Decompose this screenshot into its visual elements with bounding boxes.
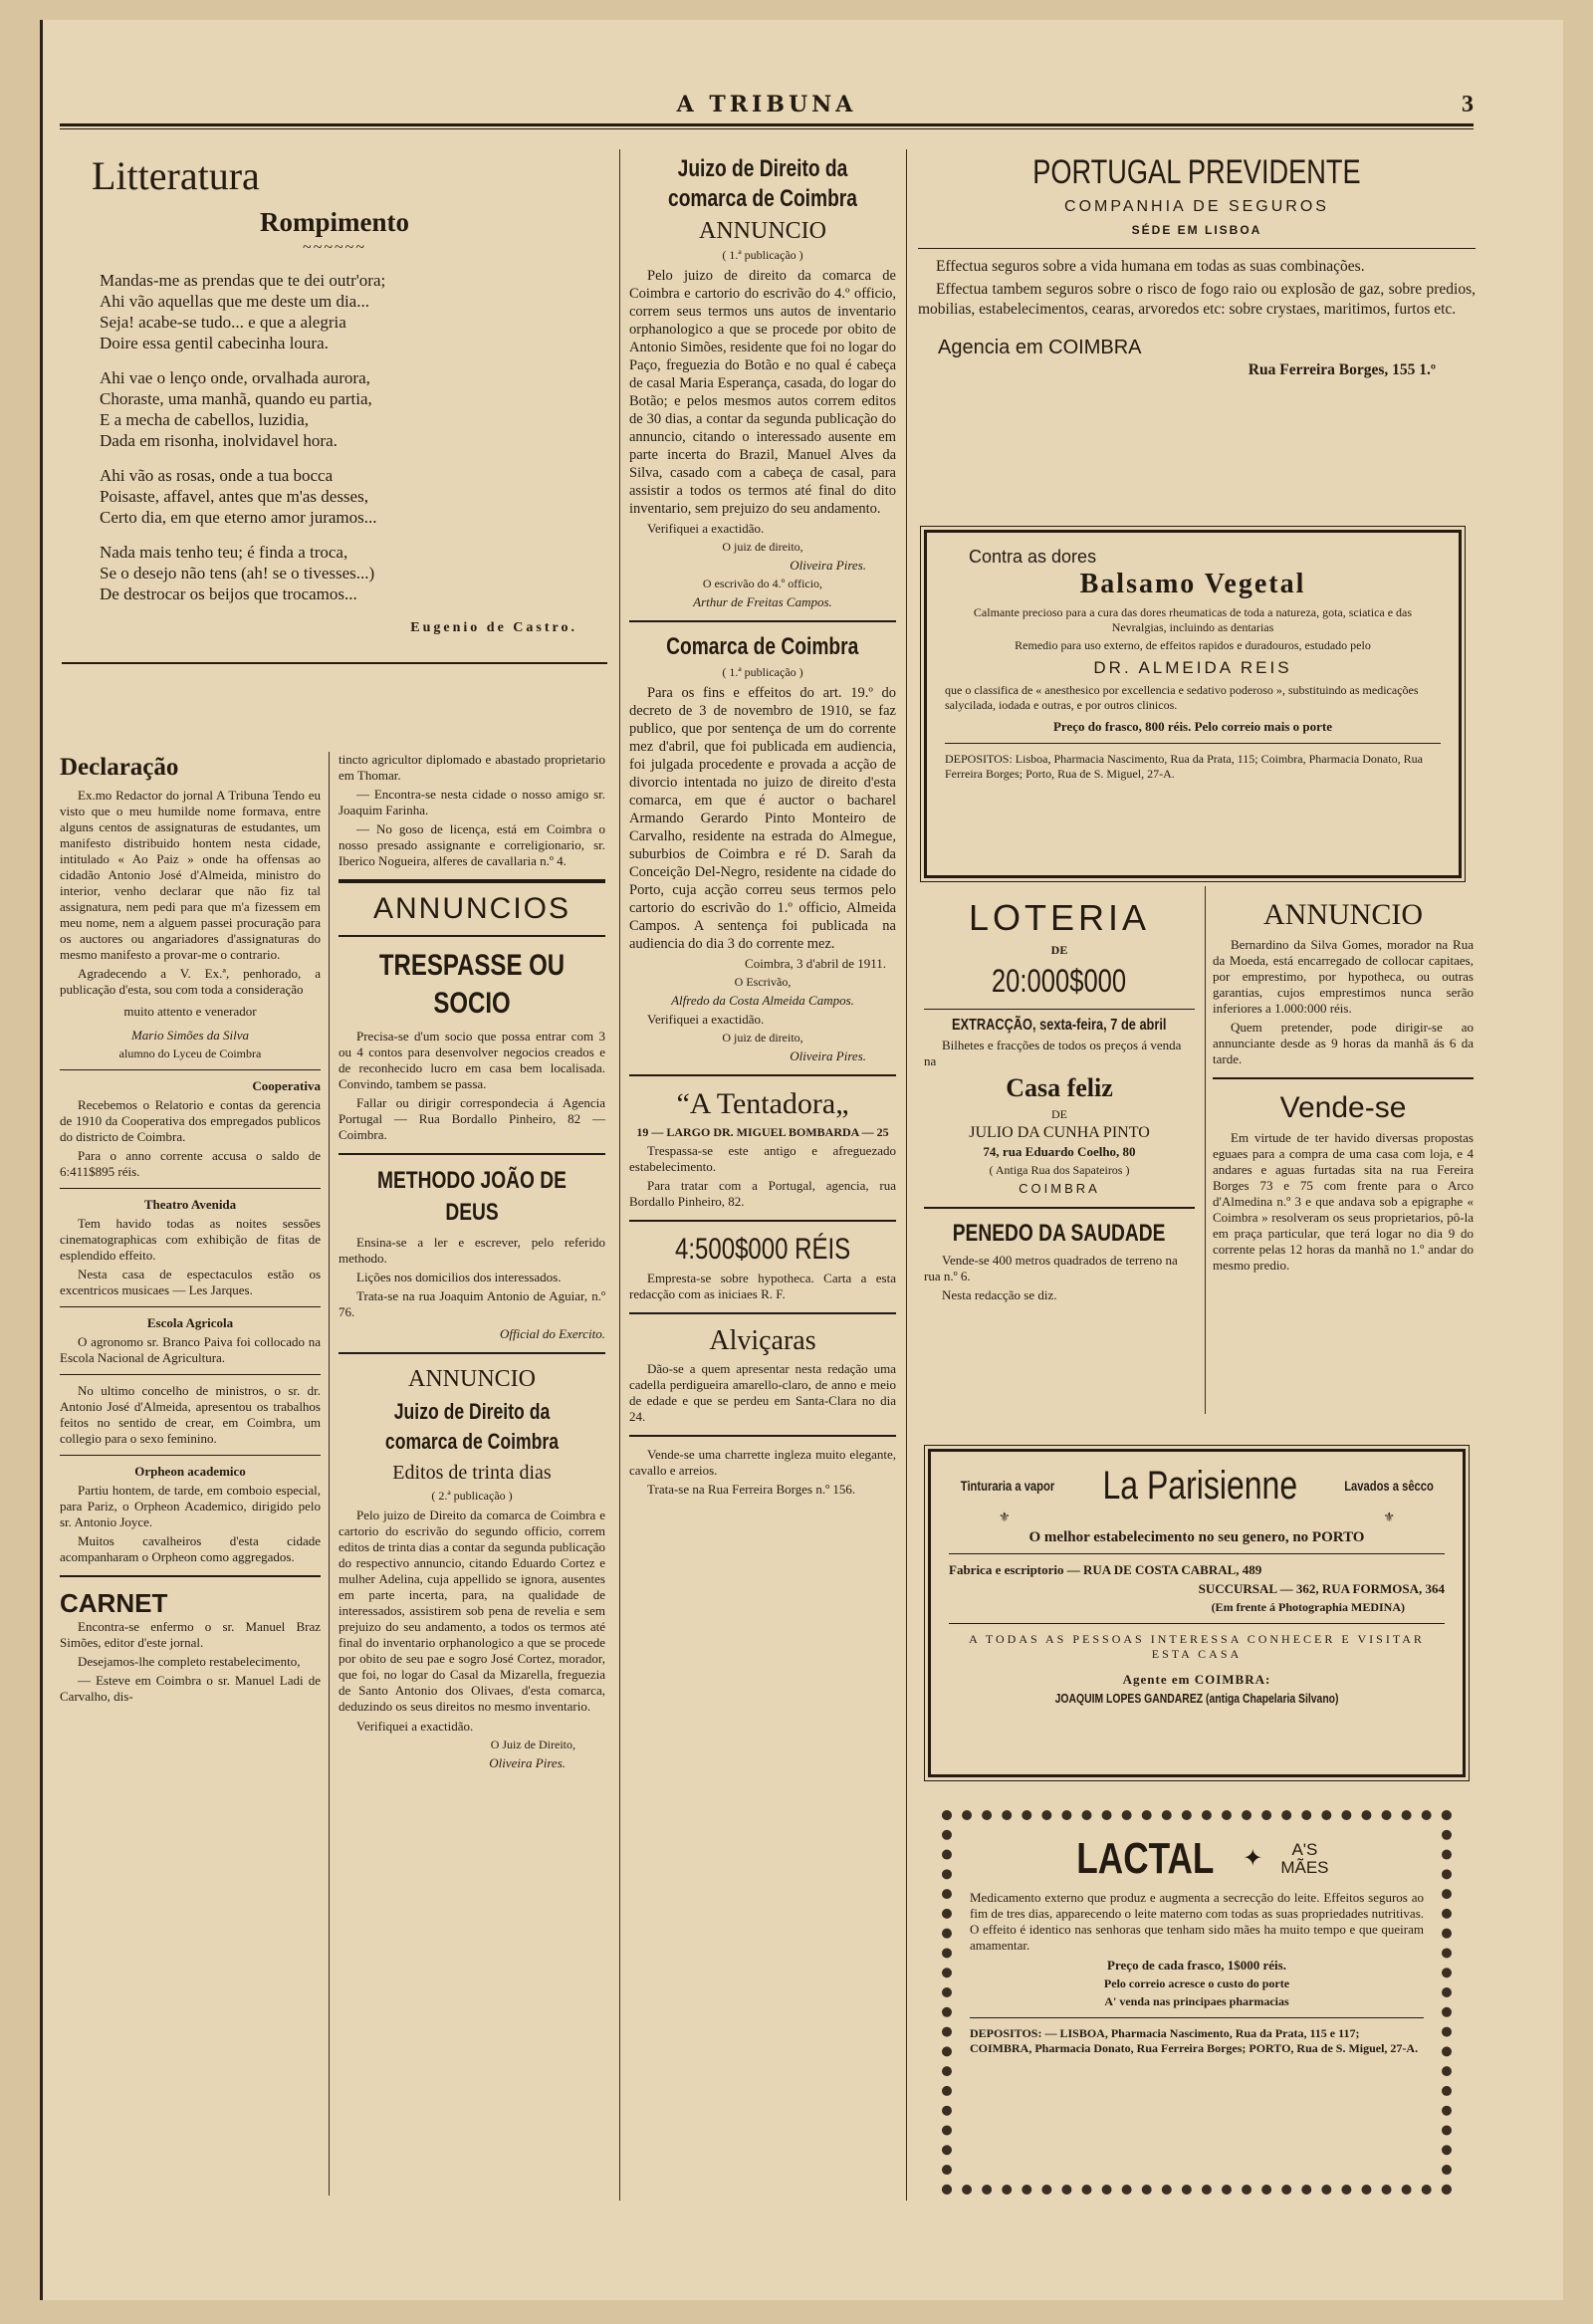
previdente-sede: SÉDE EM LISBOA <box>1131 223 1262 237</box>
juizo-pub: ( 1.ª publicação ) <box>722 248 803 262</box>
gomes-body: Bernardino da Silva Gomes, morador na Rua da Moeda, está encarregado de collocar capitaes, por emprestimo, por hypotheca, ou outras garantias, cujos emprestimos nunca serão inferiores a 1.000:000 réis. <box>1213 937 1474 1016</box>
loteria-draw: EXTRACÇÃO, sexta-feira, 7 de abril <box>952 1017 1167 1034</box>
carnet-title: CARNET <box>60 1588 168 1618</box>
comarca-clerk-title: O Escrivão, <box>734 975 792 989</box>
theatro-body: Nesta casa de espectaculos estão os excentricos musicaes — Les Jarques. <box>60 1267 321 1297</box>
column-rule <box>619 149 620 2201</box>
cooperativa-body: Para o anno corrente accusa o saldo de 6:411$895 réis. <box>60 1148 321 1179</box>
balsamo-price: Preço do frasco, 800 réis. Pelo correio mais o porte <box>1052 719 1332 734</box>
cooperativa-title: Cooperativa <box>252 1078 321 1093</box>
previdente-subtitle: COMPANHIA DE SEGUROS <box>1064 198 1329 215</box>
fleur-icon: ⚜ <box>999 1510 1011 1524</box>
section-title: Litteratura <box>92 153 260 198</box>
divider <box>339 1352 605 1354</box>
escola-title: Escola Agricola <box>146 1315 234 1330</box>
metodo-body: Trata-se na rua Joaquim Antonio de Aguiar, n.º 76. <box>339 1288 605 1319</box>
annuncio-verify: Verifiquei a exactidão. <box>356 1719 474 1734</box>
comarca-verify: Verifiquei a exactidão. <box>647 1012 765 1027</box>
divider <box>629 1220 896 1222</box>
verse: Ahi vão aquellas que me deste um dia... <box>100 292 369 311</box>
declaracao-body: Ex.mo Redactor do jornal A Tribuna Tendo eu visto que o meu humilde nome formava, entre alguns centos de assignaturas de estudantes, um manifesto distribuido hontem nesta cidade, intitulado « Ao Paiz » onde ha offensas ao cidadão Antonio José d'Almeida, ministro do interior, venho declarar que não fiz tal assignatura, nem pedi para que m'a fizessem em meu nome, nem a alguem passei procuração para os auctores ou angariadores d'assignaturas do mesmo manifesto a provar-me o contrario. <box>60 788 321 962</box>
balsamo-ad <box>924 530 1462 878</box>
verse: Doire essa gentil cabecinha loura. <box>100 334 329 352</box>
newspaper-title: A TRIBUNA <box>676 92 857 117</box>
balsamo-body: Calmante precioso para a cura das dores rheumaticas de toda a natureza, gota, sciatica e das Nevralgias, incluindo as dentarias <box>973 605 1413 634</box>
balsamo-body: Remedio para uso externo, de effeitos rapidos e duradouros, estudado pelo <box>1015 638 1371 652</box>
parisienne-branch: SUCCURSAL — 362, RUA FORMOSA, 364 <box>1198 1581 1445 1596</box>
carnet-body: — Esteve em Coimbra o sr. Manuel Ladi de Carvalho, dis- <box>60 1673 321 1704</box>
masthead <box>60 92 1474 116</box>
lactal-price: Preço de cada frasco, 1$000 réis. <box>1107 1958 1286 1973</box>
divider <box>60 1069 321 1070</box>
balsamo-intro: Contra as dores <box>969 547 1097 567</box>
divider <box>924 1009 1195 1010</box>
verse: Choraste, uma manhã, quando eu partia, <box>100 389 372 408</box>
poem <box>62 270 607 604</box>
parisienne-branch-note: (Em frente á Photographia MEDINA) <box>1211 1600 1405 1614</box>
loteria-owner: JULIO DA CUNHA PINTO <box>969 1124 1150 1141</box>
stanza <box>100 367 607 451</box>
annuncio-gomes-ad <box>1213 896 1474 1277</box>
lactal-ad <box>942 1810 1452 2195</box>
annuncios-title: ANNUNCIOS <box>372 892 570 925</box>
carnet-body: Encontra-se enfermo o sr. Manuel Braz Simões, editor d'este jornal. <box>60 1619 321 1650</box>
verse: Nada mais tenho teu; é finda a troca, <box>100 543 348 562</box>
divider <box>60 1188 321 1189</box>
loteria-shop: Casa feliz <box>1006 1073 1113 1102</box>
verse: Poisaste, affavel, antes que m'as desses, <box>100 487 368 506</box>
theatro-title: Theatro Avenida <box>143 1197 237 1212</box>
loteria-body: Bilhetes e fracções de todos os preços á venda na <box>924 1038 1182 1068</box>
lactal-depositos: DEPOSITOS: — LISBOA, Pharmacia Nascimento, Rua da Prata, 115 e 117; COIMBRA, Pharmacia Donato, Rua Ferreira Borges; PORTO, Rua de S. Miguel, 27-A. <box>970 2026 1419 2055</box>
comarca-clerk: Alfredo da Costa Almeida Campos. <box>671 993 854 1008</box>
verse: Seja! acabe-se tudo... e que a alegria <box>100 313 346 332</box>
loteria-title: LOTERIA <box>968 897 1151 938</box>
stanza <box>100 542 607 604</box>
divider <box>62 662 607 664</box>
metodo-body: Ensina-se a ler e escrever, pelo referido methodo. <box>339 1235 605 1266</box>
theatro-body: Tem havido todas as noites sessões cinematographicas com exhibição de fitas de esplendido effeito. <box>60 1216 321 1263</box>
annuncio-judge-title: O Juiz de Direito, <box>490 1738 575 1751</box>
juizo-title: Juizo de Direito da comarca de Coimbra <box>668 155 857 212</box>
poem-author: Eugenio de Castro. <box>410 620 577 635</box>
loteria-address2: ( Antiga Rua dos Sapateiros ) <box>989 1163 1130 1177</box>
divider <box>339 1153 605 1155</box>
orpheon-title: Orpheon academico <box>134 1464 246 1479</box>
carnet-body: Desejamos-lhe completo restabelecimento, <box>78 1654 301 1669</box>
divider <box>60 1455 321 1456</box>
previdente-ad <box>918 151 1476 383</box>
balsamo-title: Balsamo Vegetal <box>1079 569 1306 599</box>
escola-body: O agronomo sr. Branco Paiva foi collocado na Escola Nacional de Agricultura. <box>60 1334 321 1365</box>
comarca-pub: ( 1.ª publicação ) <box>722 665 803 679</box>
trespasse-title: TRESPASSE OU SOCIO <box>378 949 566 1020</box>
divider <box>1213 1077 1474 1079</box>
loteria-prize: 20:000$000 <box>992 963 1127 999</box>
comarca-judge: Oliveira Pires. <box>790 1048 866 1063</box>
cooperativa-body: Recebemos o Relatorio e contas da gerencia de 1910 da Cooperativa dos empregados publicos do districto de Coimbra. <box>60 1097 321 1144</box>
news-column-middle <box>339 752 605 1774</box>
previdente-body: Effectua seguros sobre a vida humana em todas as suas combinações. <box>936 258 1365 275</box>
divider <box>339 935 605 937</box>
declaracao-signature: Mario Simões da Silva <box>130 1028 250 1043</box>
previdente-body: Effectua tambem seguros sobre o risco de fogo raio ou explosão de gaz, sobre predios, mobilias, estabelecimentos, cearas, arvoredos etc: sobre crystaes, maritimos, furtos etc. <box>918 281 1476 318</box>
divider <box>949 1623 1445 1624</box>
divider <box>60 1575 321 1577</box>
divider <box>629 1312 896 1314</box>
stanza <box>100 270 607 353</box>
litteratura-section <box>62 154 607 674</box>
divider <box>949 1553 1445 1554</box>
balsamo-body: que o classifica de « anesthesico por excellencia e sedativo poderoso », substituindo as medicações salycilada, iodada e outras, e por outros clinicos. <box>945 683 1419 712</box>
charrette-body: Trata-se na Rua Ferreira Borges n.º 156. <box>647 1482 856 1497</box>
annuncio-judge: Oliveira Pires. <box>489 1755 566 1770</box>
divider <box>924 1207 1195 1209</box>
parisienne-tagline: O melhor estabelecimento no seu genero, no PORTO <box>1028 1529 1365 1545</box>
lactal-title: LACTAL <box>1075 1834 1215 1883</box>
annuncio-pub: ( 2.ª publicação ) <box>431 1489 513 1503</box>
gomes-title: ANNUNCIO <box>1263 898 1423 931</box>
previdente-title: PORTUGAL PREVIDENTE <box>1032 153 1361 191</box>
annuncio-subtitle: Juizo de Direito da comarca de Coimbra <box>384 1399 560 1454</box>
comarca-date: Coimbra, 3 d'abril de 1911. <box>745 956 886 971</box>
divider <box>945 743 1441 744</box>
parisienne-notice: A TODAS AS PESSOAS INTERESSA CONHECER E VISITAR ESTA CASA <box>969 1632 1425 1661</box>
page-number: 3 <box>1462 92 1474 117</box>
parisienne-title: La Parisienne <box>1102 1464 1297 1508</box>
carnet-continued: tincto agricultor diplomado e abastado proprietario em Thomar. <box>339 752 605 783</box>
annuncio-sub2: Editos de trinta dias <box>392 1462 552 1484</box>
declaracao-signature-note: alumno do Lyceu de Coimbra <box>118 1046 262 1060</box>
divider <box>918 248 1476 249</box>
divider <box>629 620 896 622</box>
declaracao-body: Agradecendo a V. Ex.ª, penhorado, a publicação d'esta, sou com toda a consideração <box>60 966 321 997</box>
lactal-side: A'S MÃES <box>1280 1840 1329 1877</box>
parisienne-factory: Fabrica e escriptorio — RUA DE COSTA CABRAL, 489 <box>949 1562 1262 1577</box>
divider <box>60 1306 321 1307</box>
verse: Se o desejo não tens (ah! se o tivesses...) <box>100 564 375 582</box>
verse: Ahi vão as rosas, onde a tua bocca <box>100 466 334 485</box>
verse: De destrocar os beijos que trocamos... <box>100 584 357 603</box>
comarca-judge-title: O juiz de direito, <box>722 1031 803 1045</box>
news-column-left <box>60 752 321 1708</box>
trespasse-body: Fallar ou dirigir correspondecia á Agencia Portugal — Rua Bordallo Pinheiro, 82 — Coimbra. <box>339 1095 605 1142</box>
gomes-body: Quem pretender, pode dirigir-se ao annunciante desde as 9 horas da manhã ás 6 da tarde. <box>1213 1020 1474 1066</box>
divider <box>629 1435 896 1437</box>
divider <box>339 879 605 883</box>
divider <box>970 2017 1424 2018</box>
carnet-continued: — No goso de licença, está em Coimbra o nosso presado assignante e correligionario, sr. Iberico Nogueira, alferes de cavallaria n.º 4. <box>339 821 605 868</box>
vendese-title: Vende-se <box>1279 1091 1407 1124</box>
verse: Mandas-me as prendas que te dei outr'ora; <box>100 271 386 290</box>
ministros-body: No ultimo concelho de ministros, o sr. dr. Antonio José d'Almeida, apresentou os trabalhos feitos no sentido de crear, em Coimbra, um collegio para o sexo feminino. <box>60 1383 321 1446</box>
orpheon-body: Muitos cavalheiros d'esta cidade acompanharam o Orpheon como aggregados. <box>60 1533 321 1564</box>
loteria-address: 74, rua Eduardo Coelho, 80 <box>983 1144 1136 1159</box>
verse: Dada em risonha, inolvidavel hora. <box>100 431 338 450</box>
juizo-judge: Oliveira Pires. <box>790 558 866 573</box>
loteria-de: DE <box>1050 943 1068 957</box>
tentadora-title: “A Tentadora„ <box>676 1087 849 1120</box>
juizo-annuncio: ANNUNCIO <box>699 218 826 244</box>
emprestimo-body: Empresta-se sobre hypotheca. Carta a esta redacção com as iniciaes R. F. <box>629 1271 896 1301</box>
parisienne-agent: JOAQUIM LOPES GANDAREZ (antiga Chapelaria Silvano) <box>1054 1691 1339 1706</box>
charrette-body: Vende-se uma charrette ingleza muito elegante, cavallo e arreios. <box>629 1447 896 1478</box>
verse: E a mecha de cabellos, luzidia, <box>100 410 310 429</box>
poem-title: Rompimento <box>260 207 409 237</box>
penedo-body: Vende-se 400 metros quadrados de terreno na rua n.º 6. <box>924 1253 1178 1283</box>
declaracao-title: Declaração <box>60 754 179 781</box>
metodo-body: Lições nos domicilios dos interessados. <box>356 1270 562 1284</box>
metodo-signature: Official do Exercito. <box>499 1326 605 1341</box>
orpheon-body: Partiu hontem, de tarde, em comboio especial, para Pariz, o Orpheon Academico, dirigido pelo sr. Antonio Joyce. <box>60 1483 321 1529</box>
parisienne-agent-label: Agente em COIMBRA: <box>1122 1672 1271 1687</box>
tentadora-address: 19 — LARGO DR. MIGUEL BOMBARDA — 25 <box>636 1125 889 1139</box>
fleur-icon: ⚜ <box>1383 1510 1395 1524</box>
tentadora-body: Trespassa-se este antigo e afreguezado estabelecimento. <box>629 1143 896 1174</box>
legal-column <box>629 154 896 1501</box>
emprestimo-title: 4:500$000 RÉIS <box>674 1233 851 1266</box>
loteria-city: COIMBRA <box>1019 1181 1100 1196</box>
column-rule <box>329 752 330 2196</box>
annuncio-title: ANNUNCIO <box>408 1366 536 1392</box>
loteria-de2: DE <box>1051 1107 1067 1121</box>
column-rule <box>906 149 907 2201</box>
penedo-body: Nesta redacção se diz. <box>942 1287 1057 1302</box>
annuncio-body: Pelo juizo de Direito da comarca de Coimbra e cartorio do escrivão do segundo officio, correm editos de trinta dias a contar da segunda publicação do respectivo annuncio, citando Eduardo Cortez e mulher Adelina, cuja appellido se ignora, ausentes em parte incerta, para, na qualidade de interessados, assistirem sob pena de revelia e sem prejuizo do seu andamento, a todos os termos até final do inventario orphanologico a que se procede por obito de seu pae e sogro José Cortez, morador, que foi, no logar do Casal da Mizarella, freguezia de Santo Antonio dos Olivaes, d'esta comarca, deduzindo os seus direitos no mesmo inventario. <box>339 1508 605 1714</box>
alvicaras-body: Dão-se a quem apresentar nesta redação uma cadella perdigueira amarello-claro, de anno e meio de edade e que se perdeu em Santa-Clara no dia 24. <box>629 1361 896 1424</box>
parisienne-left: Tinturaria a vapor <box>960 1478 1055 1494</box>
juizo-verify: Verifiquei a exactidão. <box>647 521 765 536</box>
declaracao-closing: muito attento e venerador <box>123 1004 257 1019</box>
parisienne-right: Lavados a sêcco <box>1344 1478 1434 1494</box>
juizo-body: Pelo juizo de direito da comarca de Coimbra e cartorio do escrivão do 4.º officio, correm seus termos uns autos de inventario orphanologico a que se procede por obito de Antonio Simões, residente que foi no logar do Paço, freguezia do Botão e no qual é cabeça de casal Maria Esperança, casada, do logar do Botão; e pelos mesmos autos correm editos de 30 dias, a contar da segunda publicação do annuncio, citando o interessado ausente em parte incerta do Brazil, Manuel Alves da Silva, casado com a cabeça de casal, para assistir a todos os termos até final do dito inventario, sem prejuizo do seu andamento. <box>629 268 896 517</box>
alvicaras-title: Alviçaras <box>709 1325 816 1356</box>
parisienne-ad <box>928 1449 1466 1777</box>
balsamo-doctor: DR. ALMEIDA REIS <box>1093 658 1292 677</box>
comarca-body: Para os fins e effeitos do art. 19.º do decreto de 3 de novembro de 1910, se faz publico, que por sentença de um do corrente mez d'abril, que foi publicada em audiencia, foi julgada procedente e provada a acção de divorcio intentada no juizo de direito d'esta comarca, em que é auctor o bacharel Armando Gerardo Pinto Monteiro de Carvalho, residente na estrada do Almegue, suburbios de Coimbra e ré D. Sarah da Conceição Del-Negro, residente na cidade do Porto, cuja acção correu seus termos pelo cartorio do escrivão do 1.º officio, Almeida Campos. A sentença foi publicada na audiencia do dia 3 do corrente mez. <box>629 685 896 952</box>
lactal-body: Medicamento externo que produz e augmenta a secrecção do leite. Effeitos seguros ao fim de tres dias, apparecendo o leite materno com todas as suas propriedades nutritivas. O effeito é identico nas senhoras que tenham sido mães ha muito tempo e que queiram amamentar. <box>970 1890 1424 1953</box>
ornament: ~~~~~~ <box>303 239 366 256</box>
carnet-continued: — Encontra-se nesta cidade o nosso amigo sr. Joaquim Farinha. <box>339 787 605 817</box>
loteria-ad <box>924 896 1195 1306</box>
penedo-title: PENEDO DA SAUDADE <box>953 1220 1166 1247</box>
trespasse-body: Precisa-se d'um socio que possa entrar com 3 ou 4 contos para desenvolver negocios creados e de reconhecido lucro em casa bem localisada. Convindo, tambem se passa. <box>339 1029 605 1091</box>
vendese-body: Em virtude de ter havido diversas propostas eguaes para a compra de uma casa com loja, e 4 andares e aguas furtadas sita na rua Fereira Borges 73 e 75 com frente para o Arco d'Almedina n.º 3 e que andava sob a epigraphe « Coimbra » resolveram os seus proprietarios, pô-la em praça particular, que terá logar no dia 9 do corrente pelas 12 horas da manhã no 1.º andar do mesmo predio. <box>1213 1130 1474 1273</box>
masthead-rule <box>60 123 1474 129</box>
lactal-postage: Pelo correio acresce o custo do porte <box>1103 1976 1290 1990</box>
previdente-address: Rua Ferreira Borges, 155 1.º <box>1248 361 1436 378</box>
comarca-title: Comarca de Coimbra <box>666 633 859 660</box>
juizo-clerk: Arthur de Freitas Campos. <box>693 594 832 609</box>
balsamo-depositos: DEPOSITOS: Lisboa, Pharmacia Nascimento, Rua da Prata, 115; Coimbra, Pharmacia Donato, Rua Ferreira Borges; Porto, Rua de S. Miguel, 27-A. <box>945 752 1423 781</box>
lactal-sale: A' venda nas principaes pharmacias <box>1104 1994 1289 2008</box>
juizo-judge-title: O juiz de direito, <box>722 540 803 554</box>
verse: Ahi vae o lenço onde, orvalhada aurora, <box>100 368 370 387</box>
divider <box>60 1374 321 1375</box>
stanza <box>100 465 607 528</box>
tentadora-body: Para tratar com a Portugal, agencia, rua Bordallo Pinheiro, 82. <box>629 1178 896 1209</box>
divider <box>629 1074 896 1076</box>
metodo-title: METHODO JOÃO DE DEUS <box>377 1167 567 1226</box>
juizo-clerk-title: O escrivão do 4.º officio, <box>702 577 823 590</box>
previdente-agencia: Agencia em COIMBRA <box>938 337 1142 358</box>
star-icon: ✦ <box>1243 1846 1263 1872</box>
column-rule <box>1205 886 1206 1414</box>
verse: Certo dia, em que eterno amor juramos... <box>100 508 377 527</box>
